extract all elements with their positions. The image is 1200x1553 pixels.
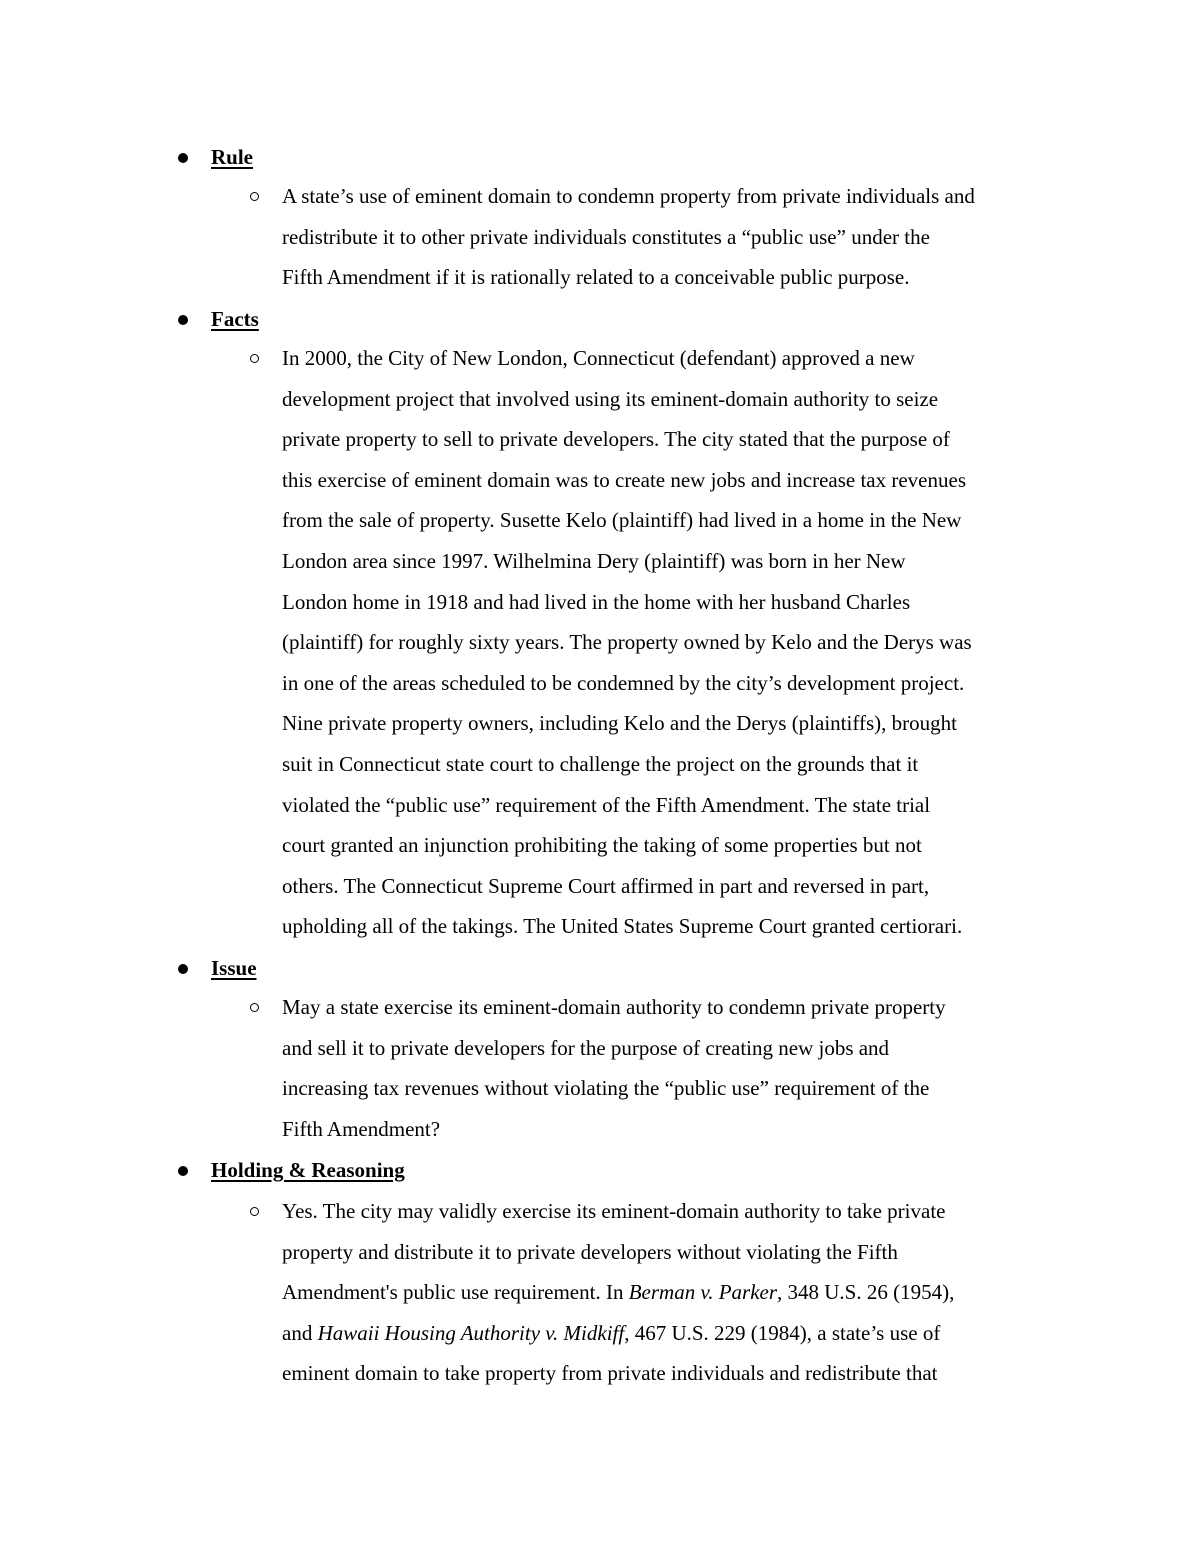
heading-rule: Rule	[211, 145, 253, 169]
heading-issue: Issue	[211, 956, 257, 980]
paragraph-line: in one of the areas scheduled to be condemned by the city’s development project.	[282, 670, 965, 695]
paragraph-line: court granted an injunction prohibiting the taking of some properties but not	[282, 833, 922, 858]
case-citation-berman: Berman v. Parker	[628, 1280, 778, 1305]
facts-paragraph	[282, 338, 1067, 947]
paragraph-line: May a state exercise its eminent-domain authority to condemn private property	[282, 995, 946, 1019]
paragraph-line: (plaintiff) for roughly sixty years. The property owned by Kelo and the Derys was	[282, 630, 972, 655]
paragraph-line	[282, 1313, 1067, 1354]
paragraph-line: increasing tax revenues without violating the “public use” requirement of the	[282, 1076, 930, 1101]
paragraph-line: private property to sell to private developers. The city stated that the purpose of	[282, 427, 950, 452]
paragraph-line: from the sale of property. Susette Kelo (plaintiff) had lived in a home in the New	[282, 508, 962, 533]
paragraph-line: Nine private property owners, including Kelo and the Derys (plaintiffs), brought	[282, 711, 957, 736]
paragraph-line: development project that involved using its eminent-domain authority to seize	[282, 386, 939, 411]
paragraph-line: London home in 1918 and had lived in the home with her husband Charles	[282, 589, 911, 614]
rule-paragraph	[282, 176, 1067, 298]
paragraph-line: Yes. The city may validly exercise its eminent-domain authority to take private	[282, 1199, 946, 1223]
paragraph-line: Fifth Amendment if it is rationally related to a conceivable public purpose.	[282, 265, 910, 290]
paragraph-line: London area since 1997. Wilhelmina Dery (plaintiff) was born in her New	[282, 548, 906, 573]
text-fragment: Amendment's public use requirement. In	[282, 1280, 629, 1305]
heading-facts: Facts	[211, 307, 259, 331]
bullet-icon	[178, 153, 188, 163]
sub-bullet-icon	[250, 1207, 259, 1216]
paragraph-line: violated the “public use” requirement of the Fifth Amendment. The state trial	[282, 792, 931, 817]
paragraph-line: upholding all of the takings. The United States Supreme Court granted certiorari.	[282, 914, 963, 939]
bullet-icon	[178, 315, 188, 325]
text-fragment: , 467 U.S. 229 (1984), a state’s use of	[624, 1320, 941, 1345]
holding-paragraph	[282, 1191, 1067, 1394]
paragraph-line: this exercise of eminent domain was to create new jobs and increase tax revenues	[282, 467, 966, 492]
sub-bullet-icon	[250, 192, 259, 201]
paragraph-line: eminent domain to take property from private individuals and redistribute that	[282, 1361, 938, 1386]
paragraph-line: In 2000, the City of New London, Connecticut (defendant) approved a new	[282, 346, 915, 370]
paragraph-line: A state’s use of eminent domain to condemn property from private individuals and	[282, 184, 975, 208]
text-fragment: , 348 U.S. 26 (1954),	[777, 1280, 955, 1305]
paragraph-line: and sell it to private developers for the purpose of creating new jobs and	[282, 1035, 890, 1060]
paragraph-line: redistribute it to other private individuals constitutes a “public use” under the	[282, 224, 930, 249]
sub-bullet-icon	[250, 354, 259, 363]
sub-bullet-icon	[250, 1003, 259, 1012]
paragraph-line: property and distribute it to private developers without violating the Fifth	[282, 1239, 898, 1264]
text-fragment: and	[282, 1320, 318, 1345]
heading-holding-reasoning: Holding & Reasoning	[211, 1158, 405, 1182]
paragraph-line: others. The Connecticut Supreme Court affirmed in part and reversed in part,	[282, 873, 930, 898]
case-citation-midkiff: Hawaii Housing Authority v. Midkiff	[317, 1320, 625, 1345]
bullet-icon	[178, 964, 188, 974]
bullet-icon	[178, 1166, 188, 1176]
paragraph-line	[282, 1272, 1067, 1313]
paragraph-line: Fifth Amendment?	[282, 1116, 441, 1141]
issue-paragraph	[282, 987, 1067, 1149]
paragraph-line: suit in Connecticut state court to challenge the project on the grounds that it	[282, 751, 919, 776]
